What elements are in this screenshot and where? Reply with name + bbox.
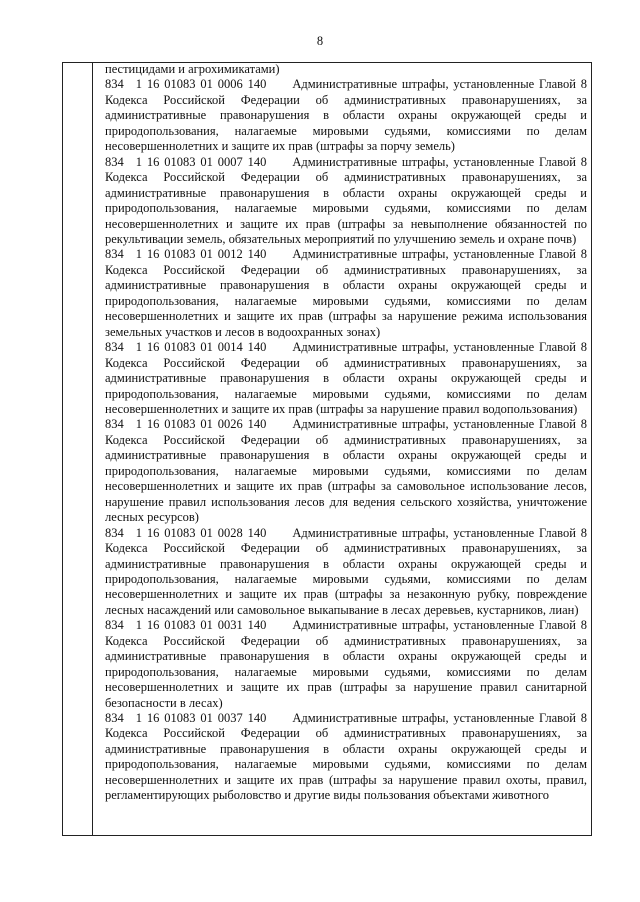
kbk-code: 1 16 01083 01 0014 140 [135,340,267,355]
entry-description: Административные штрафы, установленные Главой 8 Кодекса Российской Федерации об административных правонарушениях, за административные правонарушения в области охраны окружающей среды и природопользования, налагаемые мировыми судьями, комиссиями по делам несовершеннолетних и защите их прав (штрафы за нарушение режима использования земельных участков и лесов в водоохранных зонах) [105,247,587,339]
admin-code: 834 [105,154,124,169]
kbk-code: 1 16 01083 01 0006 140 [135,77,267,92]
entry-description: Административные штрафы, установленные Главой 8 Кодекса Российской Федерации об административных правонарушениях, за административные правонарушения в области охраны окружающей среды и природопользования, налагаемые мировыми судьями, комиссиями по делам несовершеннолетних и защите их прав (штрафы за незаконную рубку, повреждение лесных насаждений или самовольное выкапывание в лесах деревьев, кустарников, лиан) [105,525,587,617]
admin-code: 834 [105,417,124,432]
admin-code: 834 [105,340,124,355]
list-item [105,526,587,619]
entry-description: Административные штрафы, установленные Главой 8 Кодекса Российской Федерации об административных правонарушениях, за административные правонарушения в области охраны окружающей среды и природопользования, налагаемые мировыми судьями, комиссиями по делам несовершеннолетних и защите их прав (штрафы за порчу земель) [105,77,587,154]
kbk-code: 1 16 01083 01 0031 140 [135,618,267,633]
list-item [105,711,587,804]
kbk-code: 1 16 01083 01 0012 140 [135,247,267,262]
list-item [105,247,587,340]
entry-description: Административные штрафы, установленные Главой 8 Кодекса Российской Федерации об административных правонарушениях, за административные правонарушения в области охраны окружающей среды и природопользования, налагаемые мировыми судьями, комиссиями по делам несовершеннолетних и защите их прав (штрафы за нарушение правил санитарной безопасности в лесах) [105,618,587,710]
admin-code: 834 [105,247,124,262]
column-divider [92,62,93,836]
list-item [105,340,587,417]
continuation-text: пестицидами и агрохимикатами) [105,62,280,76]
entry-description: Административные штрафы, установленные Главой 8 Кодекса Российской Федерации об административных правонарушениях, за административные правонарушения в области охраны окружающей среды и природопользования, налагаемые мировыми судьями, комиссиями по делам несовершеннолетних и защите их прав (штрафы за невыполнение обязанностей по рекультивации земель, обязательных мероприятий по улучшению земель и охране почв) [105,154,587,246]
kbk-code: 1 16 01083 01 0037 140 [135,711,267,726]
list-item [105,417,587,525]
kbk-code: 1 16 01083 01 0007 140 [135,154,267,169]
entry-description: Административные штрафы, установленные Главой 8 Кодекса Российской Федерации об административных правонарушениях, за административные правонарушения в области охраны окружающей среды и природопользования, налагаемые мировыми судьями, комиссиями по делам несовершеннолетних и защите их прав (штрафы за нарушение правил водопользования) [105,340,587,416]
admin-code: 834 [105,618,124,633]
kbk-code: 1 16 01083 01 0028 140 [135,525,267,540]
kbk-code: 1 16 01083 01 0026 140 [135,417,267,432]
list-item [105,618,587,711]
admin-code: 834 [105,711,124,726]
page-number: 8 [316,34,324,48]
admin-code: 834 [105,77,124,92]
entry-description: Административные штрафы, установленные Главой 8 Кодекса Российской Федерации об административных правонарушениях, за административные правонарушения в области охраны окружающей среды и природопользования, налагаемые мировыми судьями, комиссиями по делам несовершеннолетних и защите их прав (штрафы за самовольное использование лесов, нарушение правил использования лесов для ведения сельского хозяйства, уничтожение лесных ресурсов) [105,417,587,525]
table-content [105,62,587,836]
entries-list [105,77,587,803]
list-item [105,155,587,248]
entry-description: Административные штрафы, установленные Главой 8 Кодекса Российской Федерации об административных правонарушениях, за административные правонарушения в области охраны окружающей среды и природопользования, налагаемые мировыми судьями, комиссиями по делам несовершеннолетних и защите их прав (штрафы за нарушение правил охоты, правил, регламентирующих рыболовство и другие виды пользования объектами животного [105,711,587,803]
list-item [105,77,587,154]
admin-code: 834 [105,525,124,540]
